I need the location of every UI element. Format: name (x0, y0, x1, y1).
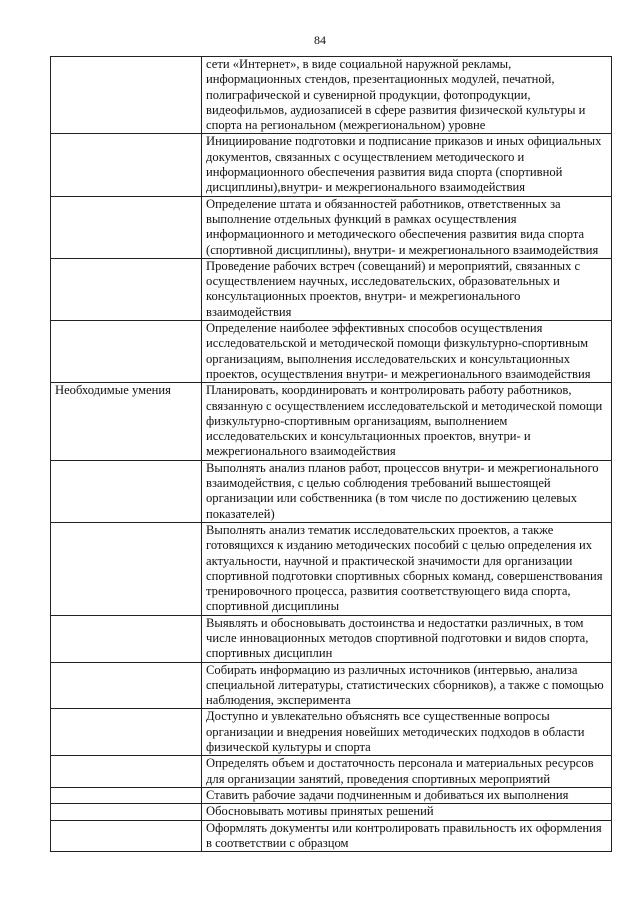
table-row (51, 57, 612, 134)
table-row (51, 383, 612, 460)
section-label-continued (51, 134, 202, 196)
table-row (51, 787, 612, 803)
requirement-item: Планировать, координировать и контролировать работу работников, связанную с осуществлением исследовательской и методической помощи физкультурно-спортивным организациям, выполнением исследовательских и консультационных проектов, внутри- и межрегионального взаимодействия (202, 383, 612, 460)
requirement-item: Доступно и увлекательно объяснять все существенные вопросы организации и внедрения новейших методических подходов в области физической культуры и спорта (202, 709, 612, 756)
table-row (51, 522, 612, 615)
table-row (51, 756, 612, 788)
table-row (51, 134, 612, 196)
section-label: Необходимые умения (51, 383, 202, 460)
section-label-continued (51, 522, 202, 615)
requirement-item: сети «Интернет», в виде социальной наружной рекламы, информационных стендов, презентационных модулей, печатной, полиграфической и сувенирной продукции, фотопродукции, видеофильмов, аудиозаписей в сфере развития физической культуры и спорта на региональном (межрегиональном) уровне (202, 57, 612, 134)
requirement-item: Определение штата и обязанностей работников, ответственных за выполнение отдельных функций в рамках осуществления информационного и методического обеспечения развития вида спорта (спортивной дисциплины), внутри- и межрегионального взаимодействия (202, 196, 612, 258)
section-label (51, 57, 202, 134)
section-label-continued (51, 321, 202, 383)
table-row (51, 804, 612, 820)
requirement-item: Определять объем и достаточность персонала и материальных ресурсов для организации занятий, проведения спортивных мероприятий (202, 756, 612, 788)
section-label-continued (51, 460, 202, 522)
requirement-item: Собирать информацию из различных источников (интервью, анализа специальной литературы, статистических сборников), а также с помощью наблюдения, эксперимента (202, 662, 612, 709)
table-row (51, 321, 612, 383)
table-row (51, 196, 612, 258)
requirement-item: Выполнять анализ тематик исследовательских проектов, а также готовящихся к изданию методических пособий с целью определения их актуальности, научной и практической значимости для организации спортивной подготовки спортивных сборных команд, совершенствования тренировочного процесса, развития соответствующего вида спорта, спортивной дисциплины (202, 522, 612, 615)
table-row (51, 258, 612, 320)
table-row (51, 460, 612, 522)
section-label-continued (51, 196, 202, 258)
requirement-item: Оформлять документы или контролировать правильность их оформления в соответствии с образцом (202, 820, 612, 852)
table-row (51, 615, 612, 662)
section-label-continued (51, 258, 202, 320)
section-label-continued (51, 709, 202, 756)
section-label-continued (51, 820, 202, 852)
table-row (51, 709, 612, 756)
requirement-item: Проведение рабочих встреч (совещаний) и мероприятий, связанных с осуществлением научных, исследовательских, образовательных и консультационных проектов, внутри- и межрегионального взаимодействия (202, 258, 612, 320)
section-label-continued (51, 615, 202, 662)
requirement-item: Выполнять анализ планов работ, процессов внутри- и межрегионального взаимодействия, с целью соблюдения требований вышестоящей организации или собственника (в том числе по достижению целевых показателей) (202, 460, 612, 522)
table-row (51, 662, 612, 709)
page-number: 84 (314, 33, 326, 47)
section-label-continued (51, 756, 202, 788)
requirement-item: Выявлять и обосновывать достоинства и недостатки различных, в том числе инновационных методов спортивной подготовки и видов спорта, спортивных дисциплин (202, 615, 612, 662)
requirement-item: Определение наиболее эффективных способов осуществления исследовательской и методической помощи физкультурно-спортивным организациям, выполнения исследовательских и консультационных проектов, осуществления внутри- и межрегионального взаимодействия (202, 321, 612, 383)
requirement-item: Обосновывать мотивы принятых решений (202, 804, 612, 820)
requirement-item: Инициирование подготовки и подписание приказов и иных официальных документов, связанных с осуществлением методического и информационного обеспечения развития вида спорта (спортивной дисциплины),внутри- и межрегионального взаимодействия (202, 134, 612, 196)
requirement-item: Ставить рабочие задачи подчиненным и добиваться их выполнения (202, 787, 612, 803)
section-label-continued (51, 787, 202, 803)
section-label-continued (51, 804, 202, 820)
table-row (51, 820, 612, 852)
section-label-continued (51, 662, 202, 709)
requirements-table (50, 56, 612, 852)
